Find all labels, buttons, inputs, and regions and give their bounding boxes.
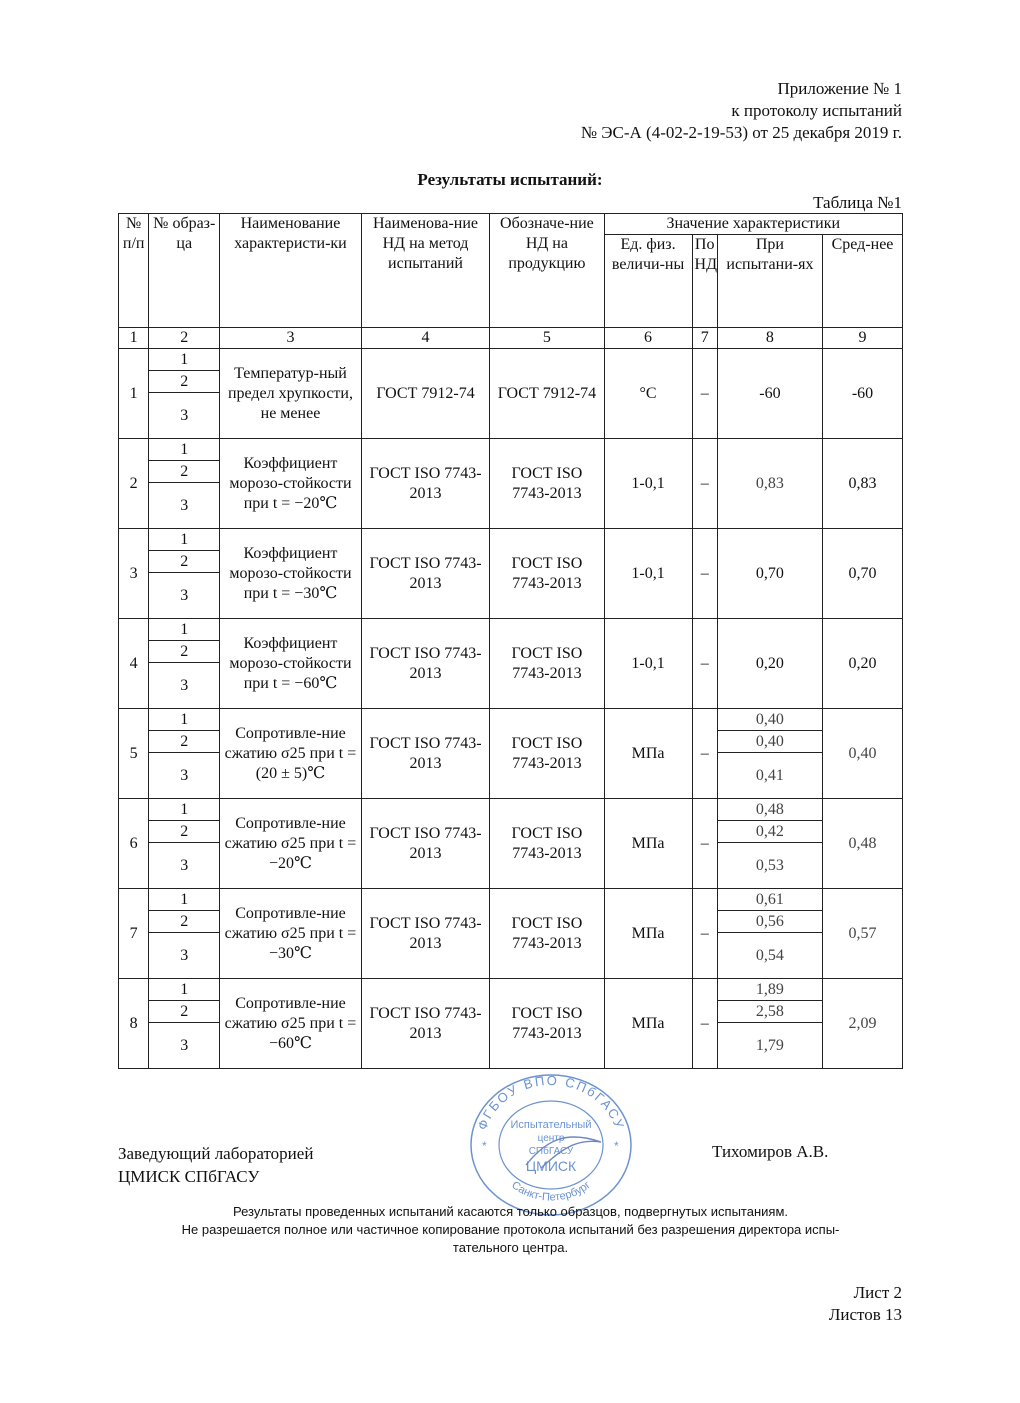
results-table bbox=[118, 213, 903, 1069]
product-standard: ГОСТ ISO 7743-2013 bbox=[490, 439, 604, 529]
sample-number: 3 bbox=[149, 1023, 220, 1069]
table-row bbox=[119, 889, 903, 911]
test-value: 0,48 bbox=[717, 799, 822, 821]
sample-number: 1 bbox=[149, 709, 220, 731]
nd-value: – bbox=[692, 349, 717, 439]
test-value: -60 bbox=[717, 349, 822, 439]
table-label: Таблица №1 bbox=[813, 193, 902, 212]
unit: 1-0,1 bbox=[604, 439, 692, 529]
sheet-total: Листов 13 bbox=[828, 1305, 902, 1324]
col-header-nd: По НД bbox=[692, 235, 717, 328]
col-number: 1 bbox=[119, 328, 149, 349]
col-header-unit: Ед. физ. величи-ны bbox=[604, 235, 692, 328]
average-value: -60 bbox=[823, 349, 903, 439]
stamp-outer-text: ФГБОУ ВПО СПбГАСУ bbox=[474, 1072, 628, 1132]
test-value: 0,40 bbox=[717, 709, 822, 731]
characteristic-name: Температур-ный предел хрупкости, не менее bbox=[220, 349, 362, 439]
row-number: 6 bbox=[119, 799, 149, 889]
col-number: 3 bbox=[220, 328, 362, 349]
test-method: ГОСТ ISO 7743-2013 bbox=[361, 979, 489, 1069]
test-value: 0,20 bbox=[717, 619, 822, 709]
test-value: 0,53 bbox=[717, 843, 822, 889]
col-header-product: Обозначе-ние НД на продукцию bbox=[490, 214, 604, 328]
row-number: 4 bbox=[119, 619, 149, 709]
average-value: 0,57 bbox=[823, 889, 903, 979]
characteristic-name: Коэффициент морозо-стойкости при t = −20℃ bbox=[220, 439, 362, 529]
nd-value: – bbox=[692, 619, 717, 709]
stamp-inner-2: центр bbox=[537, 1133, 565, 1144]
sample-number: 3 bbox=[149, 843, 220, 889]
test-value: 2,58 bbox=[717, 1001, 822, 1023]
nd-value: – bbox=[692, 979, 717, 1069]
average-value: 0,48 bbox=[823, 799, 903, 889]
col-number: 7 bbox=[692, 328, 717, 349]
table-row bbox=[119, 979, 903, 1001]
product-standard: ГОСТ ISO 7743-2013 bbox=[490, 529, 604, 619]
sample-number: 3 bbox=[149, 483, 220, 529]
test-value: 0,54 bbox=[717, 933, 822, 979]
row-number: 7 bbox=[119, 889, 149, 979]
table-row bbox=[119, 439, 903, 461]
test-value: 0,83 bbox=[717, 439, 822, 529]
average-value: 0,20 bbox=[823, 619, 903, 709]
signature-position bbox=[118, 1142, 313, 1188]
sample-number: 3 bbox=[149, 933, 220, 979]
test-value: 0,40 bbox=[717, 731, 822, 753]
col-number: 4 bbox=[361, 328, 489, 349]
sample-number: 3 bbox=[149, 753, 220, 799]
attachment-line-1: Приложение № 1 bbox=[777, 79, 902, 98]
sample-number: 1 bbox=[149, 529, 220, 551]
col-header-sample: № образ-ца bbox=[149, 214, 220, 328]
sample-number: 1 bbox=[149, 799, 220, 821]
column-number-row bbox=[119, 328, 903, 349]
characteristic-name: Коэффициент морозо-стойкости при t = −60℃ bbox=[220, 619, 362, 709]
sample-number: 3 bbox=[149, 663, 220, 709]
sheet-counter bbox=[829, 1282, 902, 1326]
sample-number: 1 bbox=[149, 889, 220, 911]
test-value: 1,89 bbox=[717, 979, 822, 1001]
sample-number: 2 bbox=[149, 641, 220, 663]
row-number: 3 bbox=[119, 529, 149, 619]
nd-value: – bbox=[692, 889, 717, 979]
unit: МПа bbox=[604, 889, 692, 979]
table-row bbox=[119, 799, 903, 821]
row-number: 8 bbox=[119, 979, 149, 1069]
test-value: 1,79 bbox=[717, 1023, 822, 1069]
disclaimer-line-3: тательного центра. bbox=[452, 1240, 569, 1255]
unit: °C bbox=[604, 349, 692, 439]
col-header-characteristic: Наименование характеристи-ки bbox=[220, 214, 362, 328]
table-row bbox=[119, 349, 903, 371]
stamp-inner-1: Испытательный bbox=[510, 1119, 592, 1131]
characteristic-name: Сопротивле-ние сжатию σ25 при t = (20 ± 5)℃ bbox=[220, 709, 362, 799]
row-number: 1 bbox=[119, 349, 149, 439]
row-number: 5 bbox=[119, 709, 149, 799]
sample-number: 1 bbox=[149, 349, 220, 371]
sample-number: 2 bbox=[149, 551, 220, 573]
sample-number: 3 bbox=[149, 393, 220, 439]
unit: 1-0,1 bbox=[604, 529, 692, 619]
product-standard: ГОСТ ISO 7743-2013 bbox=[490, 619, 604, 709]
col-header-value-group: Значение характеристики bbox=[604, 214, 902, 235]
stamp-star-icon: * bbox=[482, 1139, 487, 1153]
disclaimer-line-2: Не разрешается полное или частичное копирование протокола испытаний без разрешения директора испы- bbox=[181, 1222, 840, 1237]
average-value: 2,09 bbox=[823, 979, 903, 1069]
stamp-inner-4: ЦМИСК bbox=[525, 1158, 577, 1174]
product-standard: ГОСТ ISO 7743-2013 bbox=[490, 889, 604, 979]
unit: 1-0,1 bbox=[604, 619, 692, 709]
average-value: 0,70 bbox=[823, 529, 903, 619]
sample-number: 1 bbox=[149, 979, 220, 1001]
sample-number: 1 bbox=[149, 619, 220, 641]
signature-name: Тихомиров А.В. bbox=[712, 1142, 829, 1161]
nd-value: – bbox=[692, 439, 717, 529]
attachment-line-3: № ЭС-А (4-02-2-19-53) от 25 декабря 2019 г. bbox=[580, 123, 902, 142]
average-value: 0,83 bbox=[823, 439, 903, 529]
table-row bbox=[119, 709, 903, 731]
characteristic-name: Коэффициент морозо-стойкости при t = −30℃ bbox=[220, 529, 362, 619]
col-header-test: При испытани-ях bbox=[717, 235, 822, 328]
col-number: 5 bbox=[490, 328, 604, 349]
characteristic-name: Сопротивле-ние сжатию σ25 при t = −30℃ bbox=[220, 889, 362, 979]
stamp-star-icon: * bbox=[614, 1139, 619, 1153]
sample-number: 2 bbox=[149, 461, 220, 483]
characteristic-name: Сопротивле-ние сжатию σ25 при t = −60℃ bbox=[220, 979, 362, 1069]
signature-position-line-1: Заведующий лабораторией bbox=[118, 1144, 314, 1163]
product-standard: ГОСТ ISO 7743-2013 bbox=[490, 709, 604, 799]
test-method: ГОСТ ISO 7743-2013 bbox=[361, 709, 489, 799]
sample-number: 2 bbox=[149, 821, 220, 843]
row-number: 2 bbox=[119, 439, 149, 529]
sample-number: 2 bbox=[149, 371, 220, 393]
test-value: 0,70 bbox=[717, 529, 822, 619]
test-value: 0,56 bbox=[717, 911, 822, 933]
attachment-header bbox=[581, 78, 902, 144]
nd-value: – bbox=[692, 529, 717, 619]
col-number: 9 bbox=[823, 328, 903, 349]
sample-number: 1 bbox=[149, 439, 220, 461]
col-header-average: Сред-нее bbox=[823, 235, 903, 328]
sample-number: 2 bbox=[149, 911, 220, 933]
table-row bbox=[119, 529, 903, 551]
sample-number: 3 bbox=[149, 573, 220, 619]
product-standard: ГОСТ ISO 7743-2013 bbox=[490, 979, 604, 1069]
test-method: ГОСТ ISO 7743-2013 bbox=[361, 439, 489, 529]
product-standard: ГОСТ ISO 7743-2013 bbox=[490, 799, 604, 889]
unit: МПа bbox=[604, 709, 692, 799]
nd-value: – bbox=[692, 709, 717, 799]
unit: МПа bbox=[604, 799, 692, 889]
organization-stamp bbox=[466, 1070, 636, 1220]
test-method: ГОСТ 7912-74 bbox=[361, 349, 489, 439]
stamp-inner-3: СПбГАСУ bbox=[528, 1146, 574, 1157]
test-value: 0,41 bbox=[717, 753, 822, 799]
stamp-city-text: Санкт-Петербург bbox=[509, 1179, 593, 1204]
results-title: Результаты испытаний: bbox=[417, 170, 603, 189]
signature-position-line-2: ЦМИСК СПбГАСУ bbox=[118, 1167, 260, 1186]
col-header-num: № п/п bbox=[119, 214, 149, 328]
sample-number: 2 bbox=[149, 1001, 220, 1023]
col-number: 6 bbox=[604, 328, 692, 349]
table-row bbox=[119, 619, 903, 641]
test-value: 0,42 bbox=[717, 821, 822, 843]
average-value: 0,40 bbox=[823, 709, 903, 799]
nd-value: – bbox=[692, 799, 717, 889]
test-method: ГОСТ ISO 7743-2013 bbox=[361, 619, 489, 709]
sheet-number: Лист 2 bbox=[853, 1283, 902, 1302]
test-method: ГОСТ ISO 7743-2013 bbox=[361, 529, 489, 619]
col-number: 2 bbox=[149, 328, 220, 349]
col-number: 8 bbox=[717, 328, 822, 349]
test-method: ГОСТ ISO 7743-2013 bbox=[361, 799, 489, 889]
test-value: 0,61 bbox=[717, 889, 822, 911]
test-method: ГОСТ ISO 7743-2013 bbox=[361, 889, 489, 979]
attachment-line-2: к протоколу испытаний bbox=[731, 101, 902, 120]
disclaimer-notes bbox=[118, 1203, 903, 1257]
col-header-method: Наименова-ние НД на метод испытаний bbox=[361, 214, 489, 328]
product-standard: ГОСТ 7912-74 bbox=[490, 349, 604, 439]
sample-number: 2 bbox=[149, 731, 220, 753]
svg-text:Санкт-Петербург bbox=[509, 1179, 593, 1204]
characteristic-name: Сопротивле-ние сжатию σ25 при t = −20℃ bbox=[220, 799, 362, 889]
disclaimer-line-1: Результаты проведенных испытаний касаются только образцов, подвергнутых испытаниям. bbox=[233, 1204, 788, 1219]
unit: МПа bbox=[604, 979, 692, 1069]
